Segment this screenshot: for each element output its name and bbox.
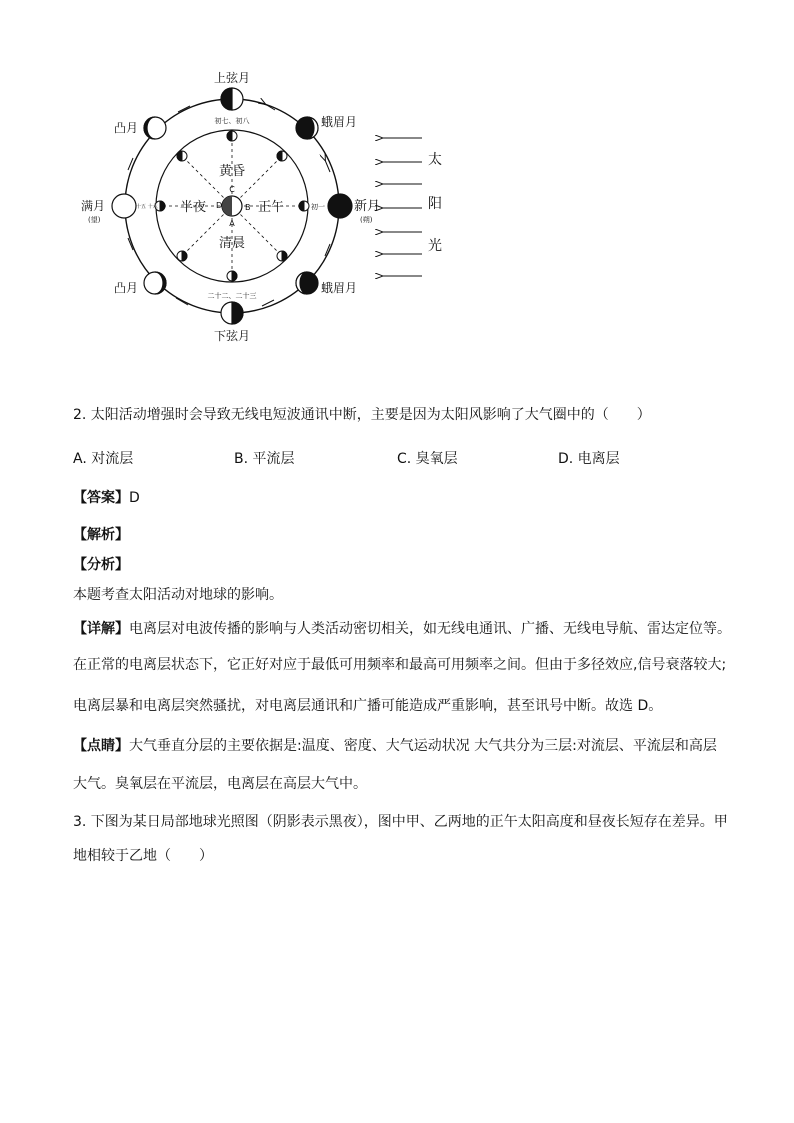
fenxi-text: 本题考查太阳活动对地球的影响。 — [73, 587, 283, 603]
label-crescent-lower: 蛾眉月 — [321, 281, 358, 295]
moon-first-quarter-icon — [221, 88, 243, 110]
detail-line-2: 在正常的电离层状态下，它正好对应于最低可用频率和最高可用频率之间。但由于多径效应,信号衰落较大; — [73, 657, 727, 673]
inner-moon-right — [299, 201, 309, 211]
inner-moon-ul — [177, 151, 187, 161]
label-full-moon-sub: (望) — [88, 216, 101, 224]
dianjing-line-2: 大气。臭氧层在平流层，电离层在高层大气中。 — [73, 776, 367, 792]
label-new-moon: 新月 — [354, 199, 381, 214]
q2-option-c[interactable]: C. 臭氧层 — [397, 451, 458, 467]
moon-new-icon — [328, 194, 352, 218]
moon-full-icon — [112, 194, 136, 218]
detail-text-1: 电离层对电波传播的影响与人类活动密切相关，如无线电通讯、广播、无线电导航、雷达定位等。 — [129, 621, 731, 637]
detail-line-3: 电离层暴和电离层突然骚扰，对电离层通讯和广播可能造成严重影响，甚至讯号中断。故选 D。 — [73, 698, 663, 714]
moon-phase-diagram — [70, 60, 470, 360]
answer-line — [73, 489, 140, 507]
moon-gibbous-lower-icon — [144, 272, 166, 294]
dianjing-text-1: 大气垂直分层的主要依据是:温度、密度、大气运动状况 大气共分为三层:对流层、平流层和高层 — [129, 738, 717, 754]
inner-moon-top — [227, 131, 237, 141]
q2-stem: 2. 太阳活动增强时会导致无线电短波通讯中断，主要是因为太阳风影响了大气圈中的（ ） — [73, 407, 651, 423]
date-label-right: 初一 — [311, 203, 325, 211]
q3-stem-line-2: 地相较于乙地（ ） — [73, 848, 213, 864]
point-c: C — [229, 185, 235, 194]
inner-moon-lr — [277, 251, 287, 261]
time-label-noon: 正午 — [258, 200, 285, 215]
label-last-quarter: 下弦月 — [213, 329, 251, 343]
sunlight-arrows — [382, 138, 422, 276]
inner-moon-ur — [277, 151, 287, 161]
moon-last-quarter-icon — [221, 302, 243, 324]
dianjing-line-1 — [73, 737, 717, 755]
time-label-midnight: 半夜 — [180, 200, 207, 215]
detail-line-1 — [73, 620, 731, 638]
q2-option-b[interactable]: B. 平流层 — [234, 451, 295, 467]
label-first-quarter: 上弦月 — [213, 71, 251, 85]
point-d: D — [216, 201, 223, 210]
moon-crescent-lower-icon — [296, 272, 318, 294]
dianjing-tag: 【点睛】 — [73, 738, 129, 754]
sunlight-label-3: 光 — [428, 238, 442, 254]
point-a: A — [229, 219, 235, 228]
q2-option-d[interactable]: D. 电离层 — [558, 451, 620, 467]
q3-stem-line-1: 3. 下图为某日局部地球光照图（阴影表示黑夜），图中甲、乙两地的正午太阳高度和昼夜长短存在差异。甲 — [73, 814, 728, 830]
label-gibbous-lower: 凸月 — [114, 281, 139, 295]
date-label-bottom: 二十二、二十三 — [207, 292, 257, 300]
date-label-left: 十五 十六 — [136, 204, 158, 210]
answer-value: D — [129, 490, 140, 506]
label-crescent-upper: 蛾眉月 — [321, 115, 358, 129]
inner-moon-bottom — [227, 271, 237, 281]
answer-tag: 【答案】 — [73, 490, 129, 506]
detail-tag: 【详解】 — [73, 621, 129, 637]
analysis-tag: 【解析】 — [73, 527, 129, 543]
point-b: B — [245, 203, 251, 212]
date-label-top: 初七、初八 — [214, 117, 250, 125]
sunlight-label-1: 太 — [428, 152, 442, 168]
fenxi-tag: 【分析】 — [73, 557, 129, 573]
sunlight-label-2: 阳 — [428, 196, 442, 212]
label-new-moon-sub: (朔) — [360, 216, 373, 224]
moon-gibbous-upper-icon — [144, 117, 166, 139]
label-full-moon: 满月 — [81, 199, 106, 213]
q2-option-a[interactable]: A. 对流层 — [73, 451, 134, 467]
inner-moon-ll — [177, 251, 187, 261]
moon-crescent-upper-icon — [296, 117, 318, 139]
time-label-dusk: 黄昏 — [218, 164, 246, 179]
time-label-dawn: 清晨 — [218, 236, 246, 251]
label-gibbous-upper: 凸月 — [114, 121, 139, 135]
